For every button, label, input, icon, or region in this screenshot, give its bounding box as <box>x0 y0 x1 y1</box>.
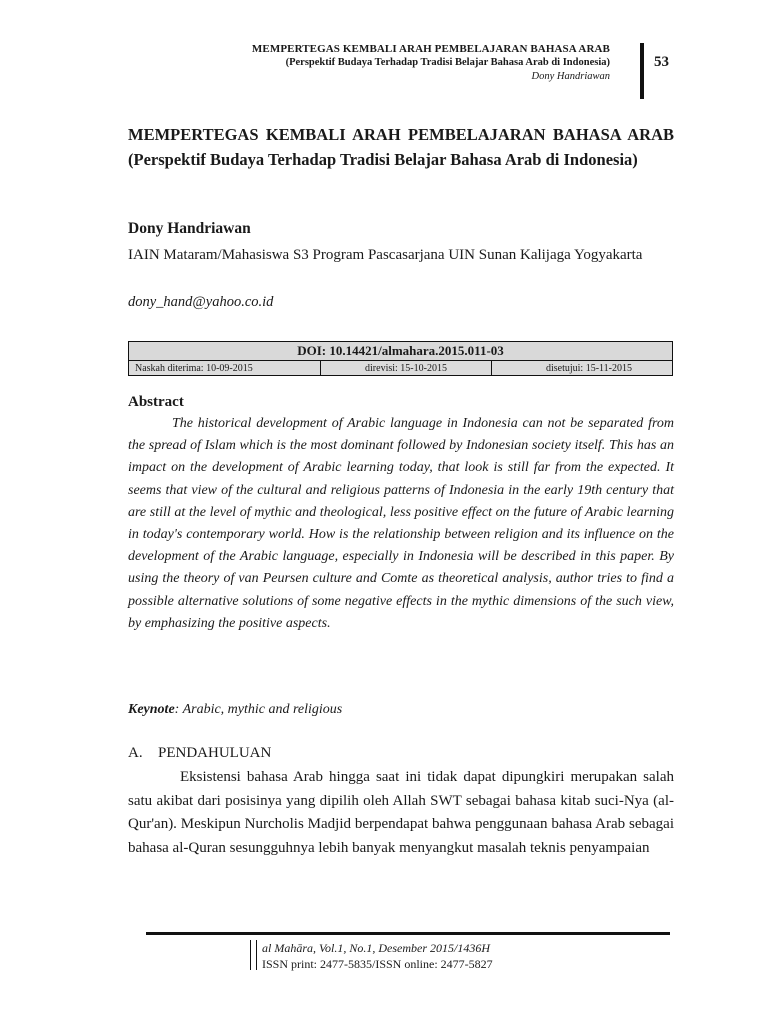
footer-divider <box>250 940 257 970</box>
running-head-divider <box>640 43 644 99</box>
footer-journal: al Mahāra, Vol.1, No.1, Desember 2015/1436H <box>262 941 490 955</box>
section-heading <box>128 745 271 762</box>
footer-rule <box>146 932 670 935</box>
running-head-author: Dony Handriawan <box>531 71 610 82</box>
author-affiliation: IAIN Mataram/Mahasiswa S3 Program Pascasarjana UIN Sunan Kalijaga Yogyakarta <box>128 247 643 263</box>
abstract-text: The historical development of Arabic language in Indonesia can not be separated from the spread of Islam which is the most dominant followed by Indonesian society itself. This has an impact on the development of Arabic learning today, that look is still far from the expected. It seems that view of the cultural and religious patterns of Indonesia in the early 19th century that are still at the level of mythic and theological, less positive effect on the future of Arabic learning in today's contemporary world. How is the relationship between religion and its influence on the development of the Arabic language, especially in Indonesia will be described in this paper. By using the theory of van Peursen culture and Comte as theoretical analysis, author tries to find a possible alternative solutions of some negative effects in the mythic dimensions of the such view, by emphasizing the positive aspects. <box>128 416 674 631</box>
section-number: A. <box>128 745 143 761</box>
footer <box>262 940 493 972</box>
article-title: MEMPERTEGAS KEMBALI ARAH PEMBELAJARAN BAHASA ARAB (Perspektif Budaya Terhadap Tradisi Belajar Bahasa Arab di Indonesia) <box>128 125 674 169</box>
running-head-subtitle: (Perspektif Budaya Terhadap Tradisi Belajar Bahasa Arab di Indonesia) <box>285 57 610 68</box>
abstract-heading: Abstract <box>128 394 184 410</box>
section-title: PENDAHULUAN <box>158 745 272 761</box>
author-name: Dony Handriawan <box>128 220 251 237</box>
running-head <box>150 42 610 84</box>
running-head-title: MEMPERTEGAS KEMBALI ARAH PEMBELAJARAN BAHASA ARAB <box>251 43 610 55</box>
page-number: 53 <box>654 54 669 70</box>
accepted-date: disetujui: 15-11-2015 <box>492 361 673 376</box>
footer-issn: ISSN print: 2477-5835/ISSN online: 2477-5827 <box>262 957 493 971</box>
doi-box <box>128 341 673 376</box>
section-paragraph: Eksistensi bahasa Arab hingga saat ini tidak dapat dipungkiri merupakan salah satu akibat dari posisinya yang dipilih oleh Allah SWT sebagai bahasa kitab suci-Nya (al-Qur'an). Meskipun Nurcholis Madjid berpendapat bahwa penggunaan bahasa Arab sebagai bahasa al-Quran sesungguhnya lebih banyak menyangkut masalah teknis penyampaian <box>128 769 674 856</box>
keynote-text: : Arabic, mythic and religious <box>174 702 343 717</box>
keynote <box>128 702 342 718</box>
author-email[interactable]: dony_hand@yahoo.co.id <box>128 294 274 310</box>
keynote-label: Keynote <box>128 702 175 717</box>
doi-link[interactable]: DOI: 10.14421/almahara.2015.011-03 <box>129 342 673 361</box>
received-date: Naskah diterima: 10-09-2015 <box>129 361 321 376</box>
revised-date: direvisi: 15-10-2015 <box>321 361 492 376</box>
